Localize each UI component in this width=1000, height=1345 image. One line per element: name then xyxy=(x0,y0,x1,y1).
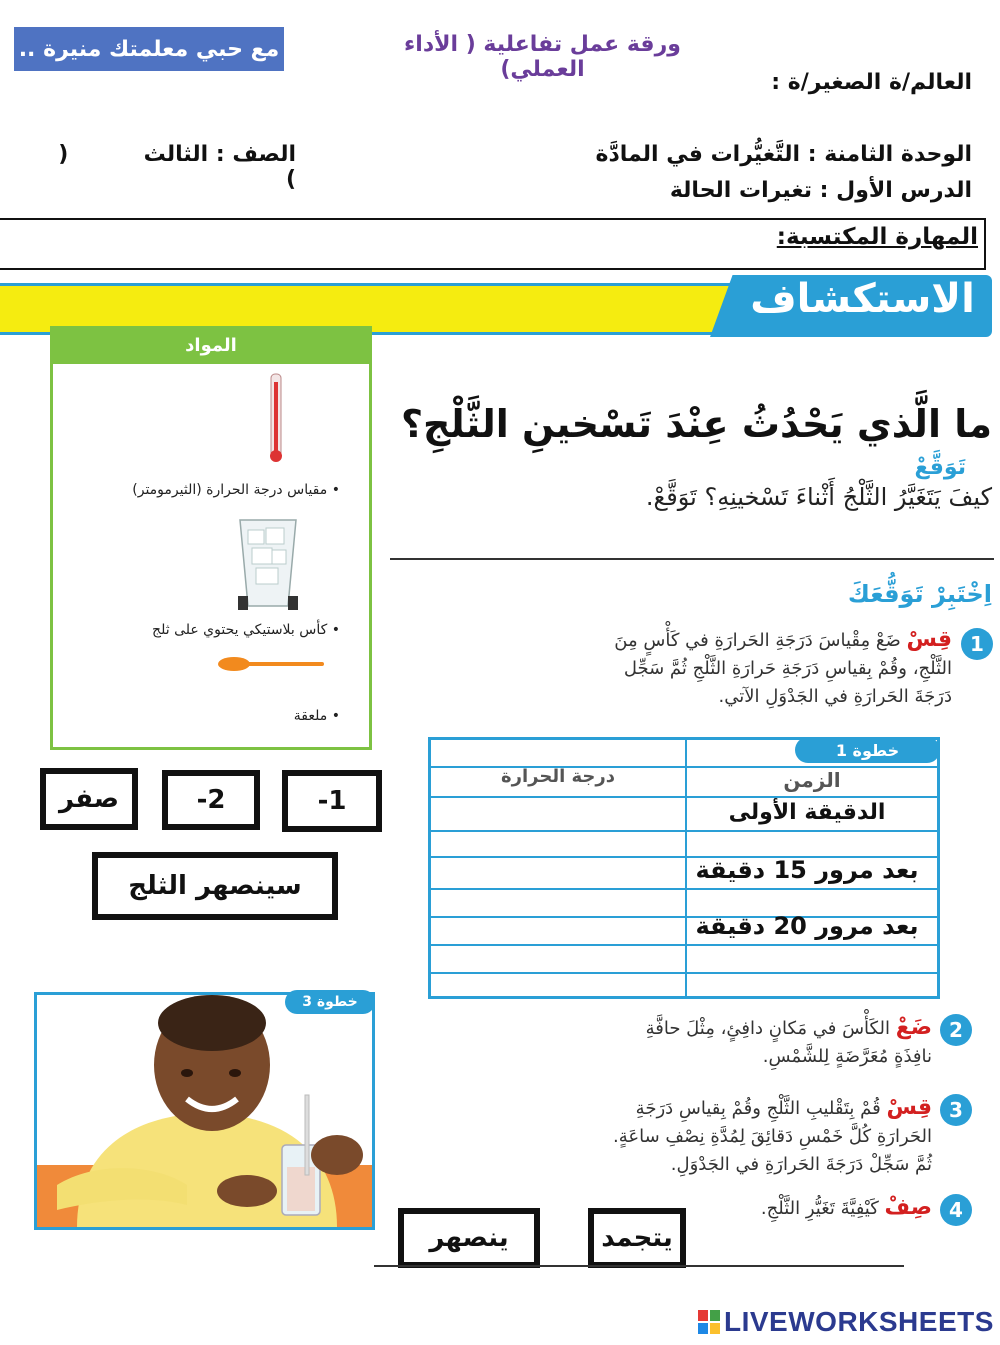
predict-question: كيفَ يَتَغَيَّرُ الثَّلْجُ أَثْناءَ تَسْخينِهِ؟ تَوَقَّعْ. xyxy=(645,483,992,511)
step-number: 1 xyxy=(961,628,993,660)
step-line: الحَرارَةِ كُلَّ خَمْسِ دَقائِقَ لِمُدَّةِ نِصْفِ ساعَةٍ. xyxy=(613,1126,932,1147)
step-1-text xyxy=(482,626,952,711)
teacher-badge: مع حبي معلمتك منيرة .. xyxy=(14,27,284,71)
thermometer-icon xyxy=(266,372,286,464)
answer-ice-melts[interactable]: سينصهر الثلج xyxy=(92,852,338,920)
material-item: • ملعقة xyxy=(40,708,340,724)
answer-zero[interactable]: صفر xyxy=(40,768,138,830)
table-row-time: بعد مرور 20 دقيقة xyxy=(695,912,919,940)
step-line: الكَأْسَ في مَكانٍ دافِئٍ، مِثْلَ حافَّةِ xyxy=(645,1018,890,1039)
step-2-text xyxy=(512,1014,932,1071)
table-row-time: بعد مرور 15 دقيقة xyxy=(695,856,919,884)
step-line: ضَعْ مِقْياسَ دَرَجَةِ الحَرارَةِ في كَأْسٍ مِنَ xyxy=(614,630,901,651)
boy-illustration xyxy=(37,995,372,1227)
step-line: نافِذَةٍ مُعَرَّضَةٍ لِلشَّمْسِ. xyxy=(762,1046,932,1067)
step-number: 2 xyxy=(940,1014,972,1046)
grade-text: الصف : الثالث xyxy=(143,142,296,167)
photo-step-tag: خطوة 3 xyxy=(285,990,375,1014)
temperature-table xyxy=(428,737,940,999)
material-item: • مقياس درجة الحرارة (الثيرمومتر) xyxy=(40,482,340,498)
liveworksheets-logo: LIVEWORKSHEETS xyxy=(724,1306,994,1337)
step-line: الثَّلْجِ، وقُمْ بِقياسِ دَرَجَةِ حَرارَةِ الثَّلْجِ ثُمَّ سَجِّل xyxy=(623,658,952,679)
explore-title: الاستكشاف xyxy=(750,276,975,322)
step-line: ثُمَّ سَجِّلْ دَرَجَةَ الحَرارَةِ في الجَدْوَلِ. xyxy=(670,1154,932,1175)
answer-melts[interactable]: ينصهر xyxy=(398,1208,540,1268)
unit-title: الوحدة الثامنة : التَّغيُّرات في المادَّة xyxy=(595,142,972,167)
step-verb: قِسْ xyxy=(886,1095,932,1120)
answer-line xyxy=(374,1265,904,1267)
materials-heading: المواد xyxy=(50,326,372,364)
test-heading: اِخْتَبِرْ تَوَقُّعَكَ xyxy=(847,580,992,608)
step-number: 4 xyxy=(940,1194,972,1226)
table-row-time: الدقيقة الأولى xyxy=(728,800,886,825)
main-question: ما الَّذي يَحْدُثُ عِنْدَ تَسْخينِ الثَّلْجِ؟ xyxy=(400,402,992,446)
spoon-icon xyxy=(216,656,326,672)
answer-minus-one[interactable]: 1- xyxy=(282,770,382,832)
col-time-header: الزمن xyxy=(783,768,841,792)
step-verb: ضَعْ xyxy=(895,1015,932,1040)
answer-freezes[interactable]: يتجمد xyxy=(588,1208,686,1268)
answer-line xyxy=(390,558,994,560)
student-name-label: العالم/ة الصغير/ة : xyxy=(771,70,972,95)
skill-label: المهارة المكتسبة: xyxy=(776,224,978,250)
sheet-title: ورقة عمل تفاعلية ( الأداء العملي) xyxy=(404,32,681,82)
step-verb: قِسْ xyxy=(906,627,952,652)
grade-blank: ( ) xyxy=(58,142,296,192)
step-verb: صِفْ xyxy=(884,1195,932,1220)
answer-minus-two[interactable]: 2- xyxy=(162,770,260,830)
material-item: • كأس بلاستيكي يحتوي على ثلج xyxy=(40,622,340,638)
step-line: دَرَجَةَ الحَرارَةِ في الجَدْوَلِ الآتي. xyxy=(718,686,952,707)
step-line: كَيْفِيَّةَ تَغَيُّرِ الثَّلْجِ. xyxy=(760,1198,879,1219)
materials-panel xyxy=(50,326,372,750)
step-3-text xyxy=(492,1094,932,1179)
table-step-tag: خطوة 1 xyxy=(795,737,940,763)
predict-heading: تَوَقَّعْ xyxy=(914,455,966,480)
lesson-title: الدرس الأول : تغيرات الحالة xyxy=(669,178,972,203)
boy-photo xyxy=(34,992,375,1230)
step-number: 3 xyxy=(940,1094,972,1126)
ice-cup-icon xyxy=(236,516,300,612)
col-temperature-header: درجة الحرارة xyxy=(500,766,615,787)
grade-label xyxy=(46,142,296,192)
step-line: قُمْ بِتَقْليبِ الثَّلْجِ وقُمْ بِقياسِ دَرَجَةِ xyxy=(635,1098,881,1119)
liveworksheets-logo-icon xyxy=(698,1310,720,1334)
